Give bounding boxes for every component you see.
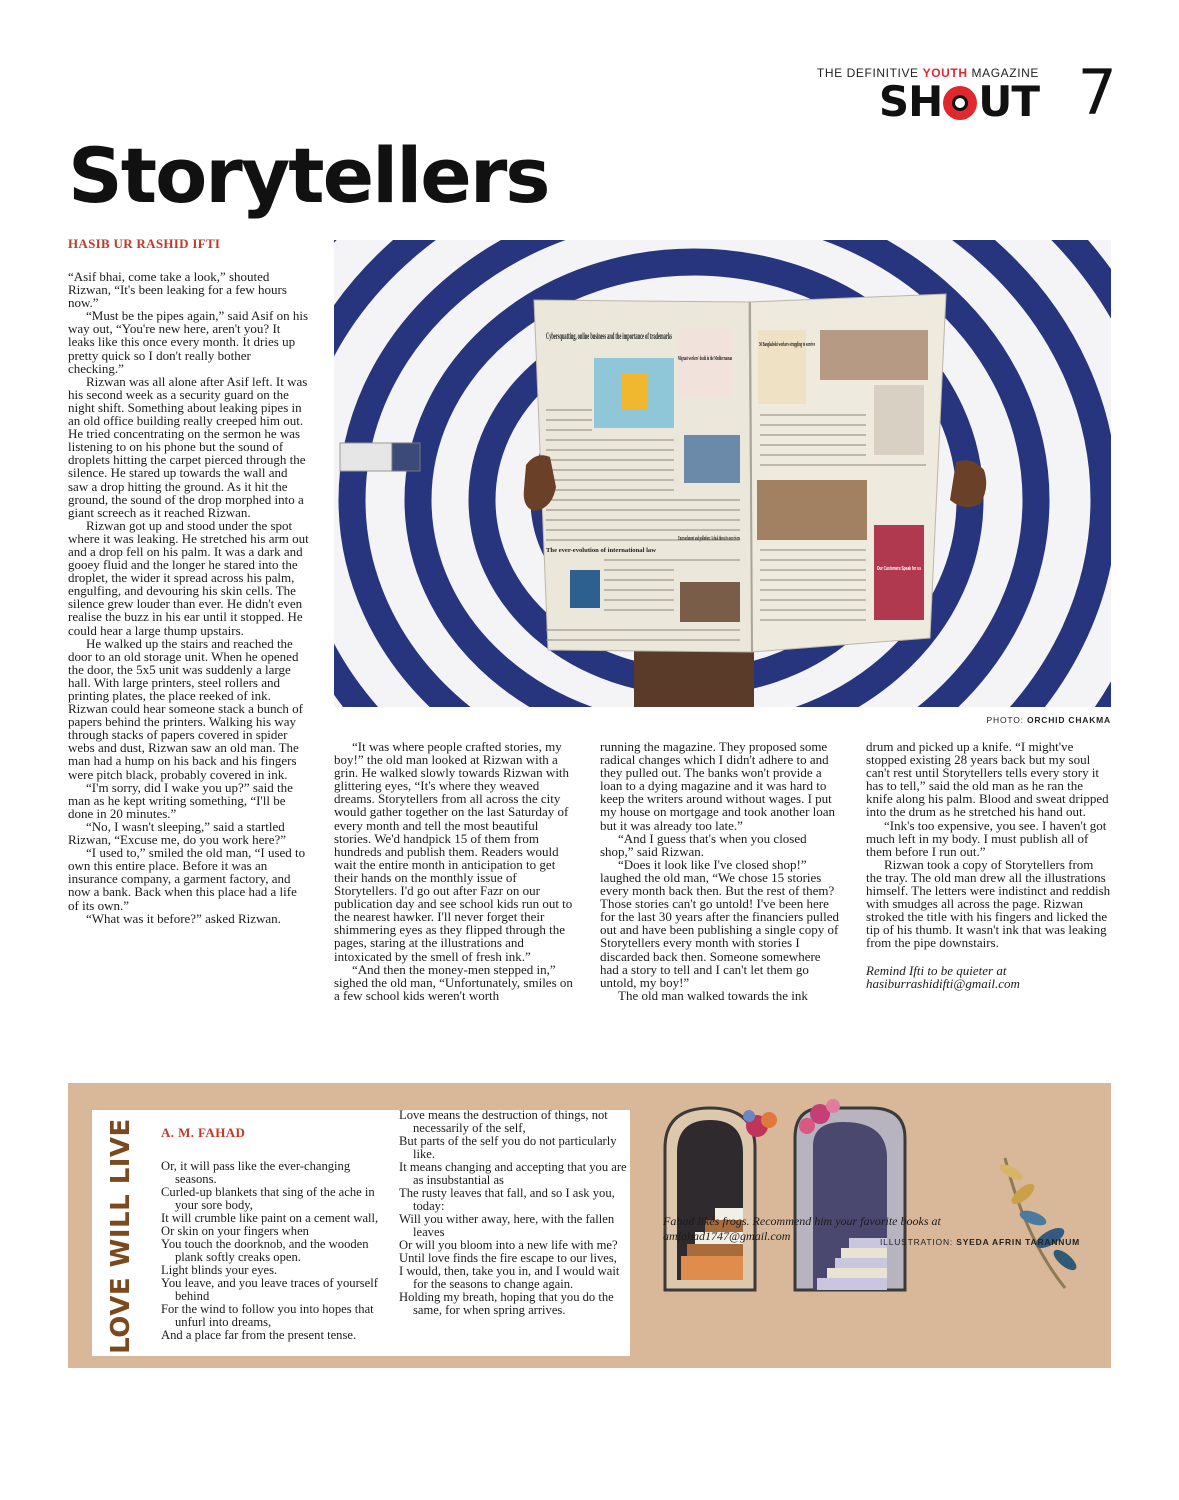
poem-stanza-right <box>399 1109 627 1317</box>
poem-line: You touch the doorknob, and the wooden plank softly creaks open. <box>161 1237 369 1264</box>
story-paragraph: “It was where people crafted stories, my boy!” the old man looked at Rizwan with a grin. He walked slowly towards Rizwan with glittering eyes, “It's where they weaved dreams. Storytellers from all across the city would gather together on the last Saturday of every month and tell the most beautiful stories. We'd handpick 15 of them from hundreds and publish them. Readers would wait the entire month in anticipation to get their hands on the monthly issue of Storytellers. I'd go out after Fazr on our publication day and see school kids run out to the nearest hawker. I'll never forget their shimmering eyes as they flipped through the pages, staring at the illustrations and intoxicated by the smell of fresh ink.” <box>334 739 573 964</box>
poem-illustration <box>645 1098 1105 1298</box>
poem-line: Love means the destruction of things, not necessarily of the self, <box>399 1108 608 1135</box>
story-column-2 <box>334 740 576 1002</box>
poem-line: For the wind to follow you into hopes that unfurl into dreams, <box>161 1302 374 1329</box>
poem-line: Or skin on your fingers when <box>161 1224 309 1238</box>
newspaper-headline: 30 Bangladeshi workers struggling to survive <box>759 342 816 348</box>
poem-line: Curled-up blankets that sing of the ache in your sore body, <box>161 1185 375 1212</box>
newspaper-headline: Cybersquatting, online business and the importance of trademarks <box>546 331 673 341</box>
target-icon <box>943 86 977 120</box>
doorways-illustration <box>645 1098 1105 1298</box>
poem-line: Until love finds the fire escape to our lives, <box>399 1251 617 1265</box>
page-number: 7 <box>1077 56 1117 129</box>
story-paragraph: running the magazine. They proposed some radical changes which I didn't adhere to and they pulled out. The banks won't provide a loan to a dying magazine and it was hard to keep the writers around without wages. I put my house on mortgage and took another loan but it was already too late.” <box>600 739 836 833</box>
poet-email: amfahad1747@gmail.com <box>663 1229 791 1243</box>
poem-title: LOVE WILL LIVE <box>106 1118 136 1354</box>
newspaper-headline: Migrant workers' death in the Mediterranean <box>678 356 733 362</box>
article-photo <box>334 240 1111 707</box>
author-note: Remind Ifti to be quieter at <box>866 962 1007 978</box>
poem-line: I would, then, take you in, and I would wait for the seasons to change again. <box>399 1264 620 1291</box>
story-column-4 <box>866 740 1111 990</box>
poem-line: It will crumble like paint on a cement wall, <box>161 1211 379 1225</box>
article-byline: HASIB UR RASHID IFTI <box>68 236 221 251</box>
story-paragraph: “What was it before?” asked Rizwan. <box>86 910 281 926</box>
story-paragraph: Rizwan was all alone after Asif left. It was his second week as a security guard on the night shift. Something about leaking pipes in an old office building really creeped him out. He tried concentrating on the sermon he was listening to on his phone but the sound of droplets hitting the carpet pierced through the silence. He stared up towards the wall and saw a drop hitting the ground. As it hit the ground, the sound of the drop morphed into a giant screech as it reached Rizwan. <box>68 373 308 520</box>
author-email: hasiburrashidifti@gmail.com <box>866 975 1020 991</box>
photo-credit: PHOTO: ORCHID CHAKMA <box>986 715 1111 725</box>
story-paragraph: Rizwan took a copy of Storytellers from the tray. The old man drew all the illustrations himself. The letters were indistinct and reddish with smudges all across the page. Rizwan stroked the title with his fingers and licked the tip of his thumb. It wasn't ink that was leaking from the pipe downstairs. <box>866 856 1111 951</box>
story-paragraph: The old man walked towards the ink <box>618 987 808 1003</box>
poem-line: Holding my breath, hoping that you do the same, for when spring arrives. <box>399 1290 614 1317</box>
masthead <box>816 56 1117 130</box>
poem-line: And a place far from the present tense. <box>161 1328 357 1342</box>
story-paragraph: He walked up the stairs and reached the door to an old storage unit. When he opened the door, the 5x5 unit was suddenly a large hall. With large printers, steel rollers and printing plates, the place reeked of ink. Rizwan could hear someone stack a bunch of papers behind the printers. Walking his way through stacks of papers covered in spider webs and dust, Rizwan saw an old man. The man had a hump on his back and his fingers were pitch black, probably covered in ink. <box>68 635 304 782</box>
story-paragraph: “Ink's too expensive, you see. I haven't got much left in my body. I must publish all of them before I run out.” <box>866 817 1107 859</box>
poem-card <box>92 1110 630 1356</box>
poet-note-line: Fahad likes frogs. Recommend him your favorite books at <box>663 1214 941 1228</box>
story-paragraph: “I used to,” smiled the old man, “I used to own this entire place. Before it was an insurance company, a garment factory, and now a bank. Back when this place had a life of its own.” <box>68 845 306 913</box>
right-hand <box>950 460 986 507</box>
illustration-credit: ILLUSTRATION: SYEDA AFRIN TARANNUM <box>880 1237 1081 1247</box>
shout-logo: SH UT <box>878 77 1039 126</box>
poem-line: But parts of the self you do not particularly like. <box>399 1134 617 1161</box>
poem-line: Or will you bloom into a new life with me? <box>399 1238 618 1252</box>
story-column-1 <box>68 270 310 925</box>
story-paragraph: Rizwan got up and stood under the spot where it was leaking. He stretched his arm out and a drop fell on his palm. It was a dark and gooey fluid and the longer he stared into the droplet, the wider it spread across his palm, engulfing, and devouring his skin cells. The silence grew louder than ever. He didn't even realise the buzz in his ear until it stopped. He could hear a large thump upstairs. <box>68 517 309 638</box>
newspaper-headline: Encroachment and pollution: A dual threat to our rivers <box>678 536 741 542</box>
story-paragraph: drum and picked up a knife. “I might've stopped existing 28 years back but my soul can't rest until Storytellers tells every story it has to tell,” said the old man as he ran the knife along his palm. Blood and sweat dripped into the drum as he stretched his hand out. <box>866 739 1109 820</box>
article-title: Storytellers <box>68 131 549 220</box>
newspaper-headline: Our Customers Speak for us <box>877 566 922 572</box>
newspaper <box>534 294 946 652</box>
story-paragraph: “Asif bhai, come take a look,” shouted Rizwan, “It's been leaking for a few hours now.” <box>68 269 287 311</box>
story-paragraph: “Does it look like I've closed shop!” laughed the old man, “We chose 15 stories every month back then. But the rest of them? Those stories can't go untold! I've been here for the last 30 years after the financiers pulled out and have been publishing a single copy of Storytellers every month with stories I discarded back then. Someone somewhere had a story to tell and I can't let them go untold, my boy!” <box>600 856 839 990</box>
poem-line: You leave, and you leave traces of yourself behind <box>161 1276 378 1303</box>
poem-line: Or, it will pass like the ever-changing seasons. <box>161 1159 351 1186</box>
story-paragraph: “No, I wasn't sleeping,” said a startled Rizwan, “Excuse me, do you work here?” <box>68 818 287 848</box>
newspaper-reader-illustration <box>334 240 1111 707</box>
story-paragraph: “And then the money-men stepped in,” sighed the old man, “Unfortunately, smiles on a few school kids weren't worth <box>334 961 573 1003</box>
story-paragraph: “I'm sorry, did I wake you up?” said the man as he kept writing something, “I'll be done in 20 minutes.” <box>68 779 293 821</box>
poem-stanza-left <box>161 1160 386 1342</box>
story-paragraph: “And I guess that's when you closed shop,” said Rizwan. <box>600 830 807 859</box>
poem-author: A. M. FAHAD <box>161 1125 246 1140</box>
story-column-3 <box>600 740 842 1002</box>
poem-line: Light blinds your eyes. <box>161 1263 278 1277</box>
poem-line: The rusty leaves that fall, and so I ask you, today: <box>399 1186 615 1213</box>
poem-line: It means changing and accepting that you are as insubstantial as <box>399 1160 627 1187</box>
story-paragraph: “Must be the pipes again,” said Asif on his way out, “You're new here, aren't you? It leaks like this once every month. It dries up pretty quick so I don't really bother checking.” <box>68 308 309 376</box>
newspaper-headline: The ever-evolution of international law <box>546 548 657 554</box>
poem-line: Will you wither away, here, with the fallen leaves <box>399 1212 615 1239</box>
masthead-tagline: THE DEFINITIVE YOUTH MAGAZINE <box>816 66 1039 80</box>
